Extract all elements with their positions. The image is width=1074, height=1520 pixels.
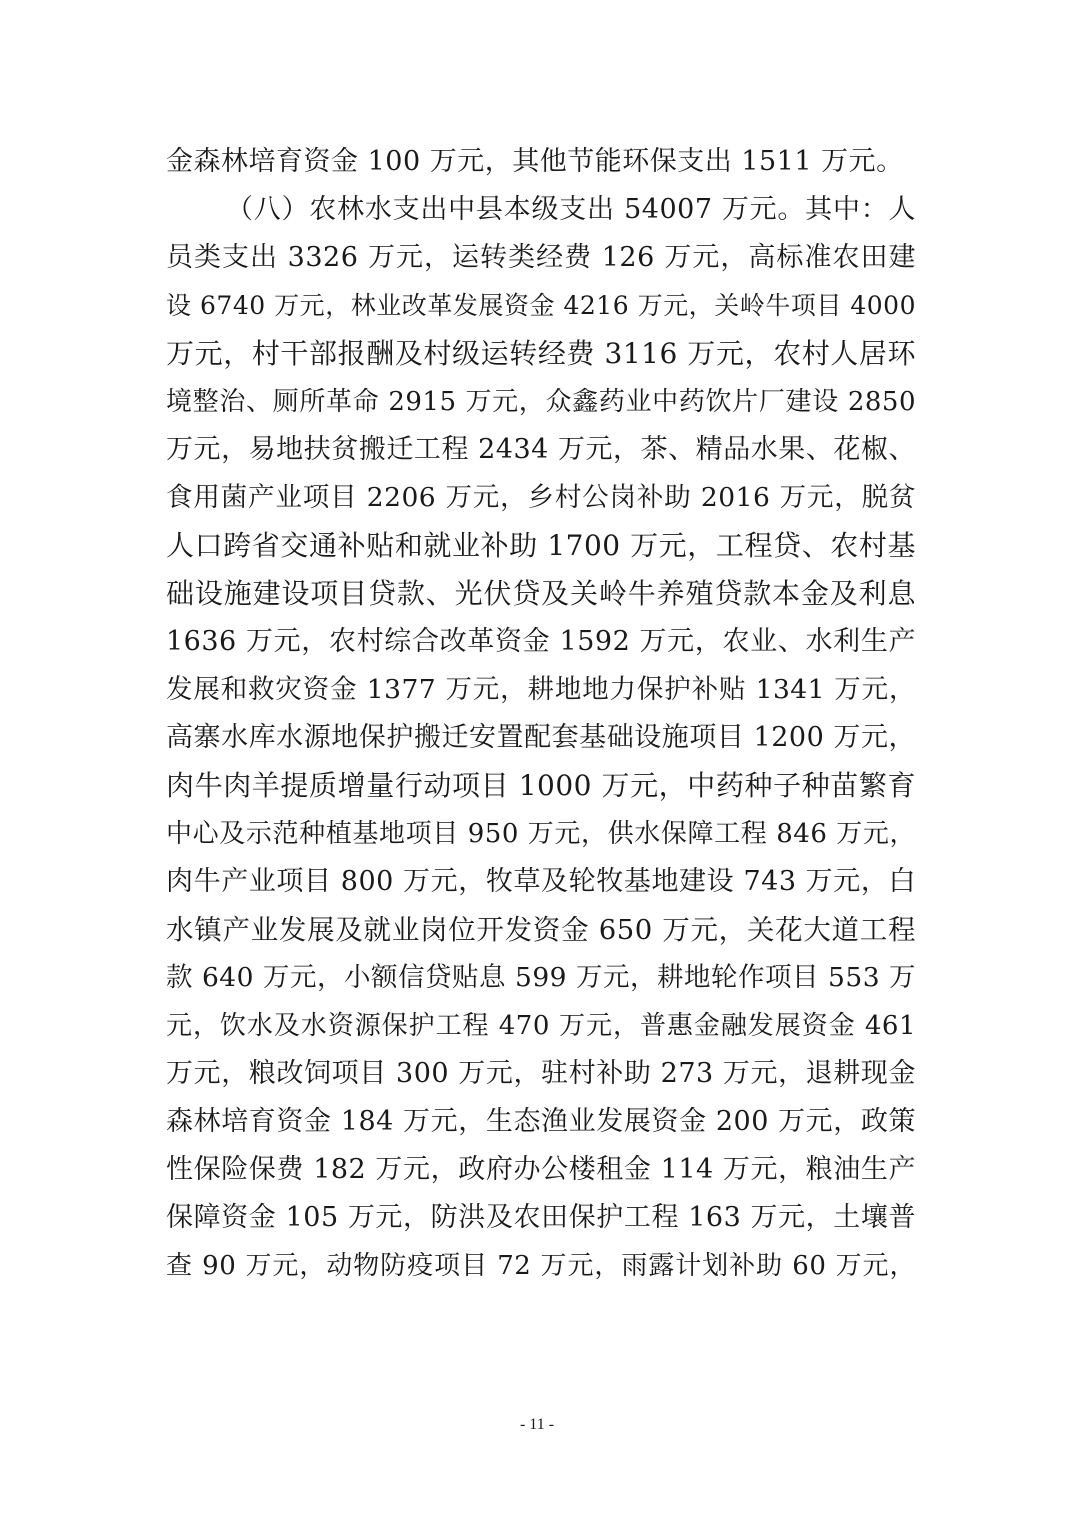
text-line: 境整治、厕所革命 2915 万元，众鑫药业中药饮片厂建设 2850 — [166, 387, 916, 417]
text-line: 查 90 万元，动物防疫项目 72 万元，雨露计划补助 60 万元， — [166, 1251, 916, 1281]
text-line: 保障资金 105 万元，防洪及农田保护工程 163 万元，土壤普 — [166, 1202, 916, 1233]
text-line: 高寨水库水源地保护搬迁安置配套基础设施项目 1200 万元， — [166, 722, 916, 753]
text-line: 人口跨省交通补贴和就业补助 1700 万元，工程贷、农村基 — [166, 529, 916, 562]
text-line: 肉牛产业项目 800 万元，牧草及轮牧基地建设 743 万元，白 — [166, 866, 916, 897]
body-text — [166, 138, 916, 1290]
text-line: 森林培育资金 184 万元，生态渔业发展资金 200 万元，政策 — [166, 1106, 916, 1137]
text-line: 食用菌产业项目 2206 万元，乡村公岗补助 2016 万元，脱贫 — [166, 482, 916, 513]
text-line: 万元，村干部报酬及村级运转经费 3116 万元，农村人居环 — [166, 337, 916, 370]
text-line: 础设施建设项目贷款、光伏贷及关岭牛养殖贷款本金及利息 — [166, 577, 916, 610]
text-line: 款 640 万元，小额信贷贴息 599 万元，耕地轮作项目 553 万 — [166, 962, 916, 993]
text-line: 水镇产业发展及就业岗位开发资金 650 万元，关花大道工程 — [166, 914, 916, 946]
text-line: 万元，易地扶贫搬迁工程 2434 万元，茶、精品水果、花椒、 — [166, 434, 916, 465]
text-line: 性保险保费 182 万元，政府办公楼租金 114 万元，粮油生产 — [166, 1154, 916, 1185]
text-line: 发展和救灾资金 1377 万元，耕地地力保护补贴 1341 万元， — [166, 674, 916, 705]
text-line: 员类支出 3326 万元，运转类经费 126 万元，高标准农田建 — [166, 242, 916, 273]
text-line: 中心及示范种植基地项目 950 万元，供水保障工程 846 万元， — [166, 819, 916, 849]
text-line: 1636 万元，农村综合改革资金 1592 万元，农业、水利生产 — [166, 626, 916, 657]
text-line: 元，饮水及水资源保护工程 470 万元，普惠金融发展资金 461 — [166, 1011, 916, 1041]
text-line: 金森林培育资金 100 万元，其他节能环保支出 1511 万元。 — [166, 146, 904, 177]
page-number: - 11 - — [519, 1416, 555, 1433]
text-line: 肉牛肉羊提质增量行动项目 1000 万元，中药种子种苗繁育 — [166, 769, 916, 802]
text-line: 设 6740 万元，林业改革发展资金 4216 万元，关岭牛项目 4000 — [166, 291, 916, 320]
text-line: 万元，粮改饲项目 300 万元，驻村补助 273 万元，退耕现金 — [166, 1058, 916, 1089]
section-heading-line: （八）农林水支出中县本级支出 54007 万元。其中：人 — [226, 194, 916, 225]
